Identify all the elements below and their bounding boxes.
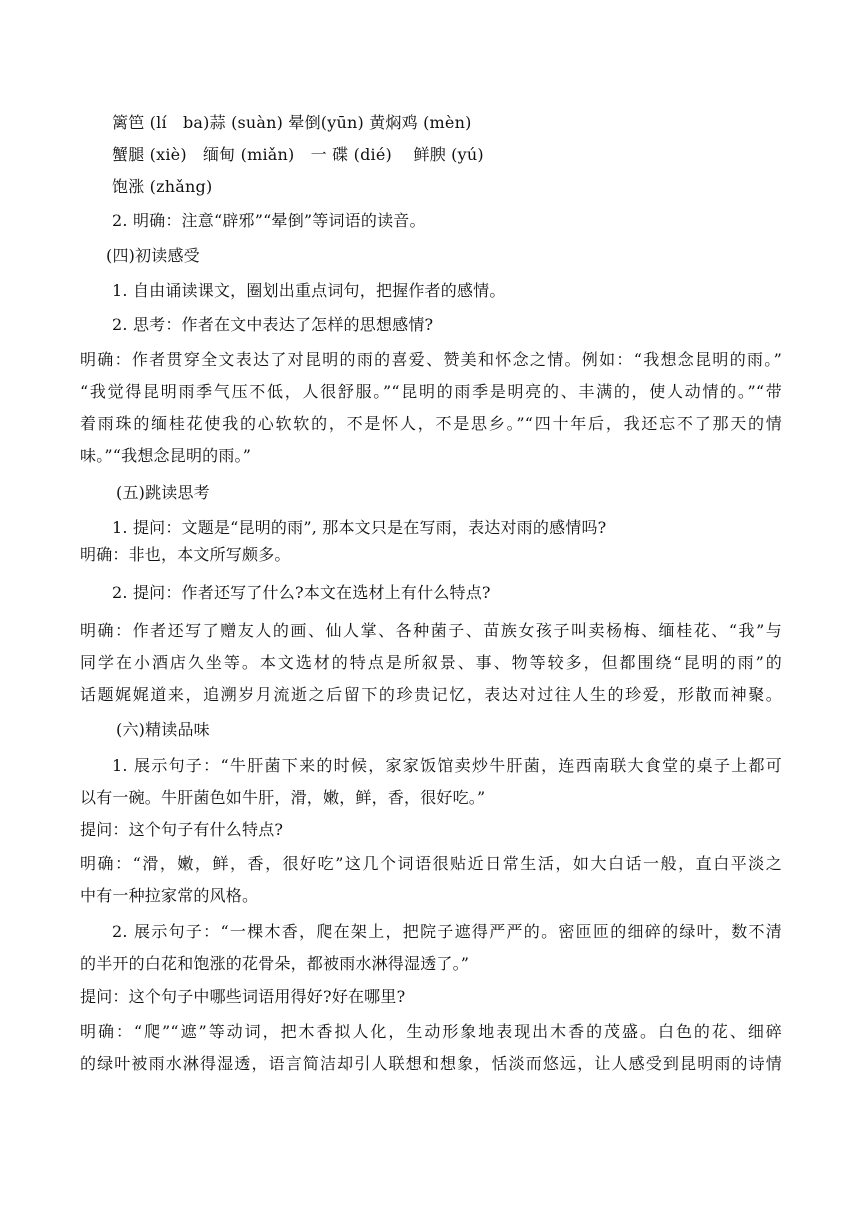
s5-answer-1: 明确：非也，本文所写颇多。: [80, 545, 291, 564]
s6-item-2-line-1: 2. 展示句子：“一棵木香，爬在架上，把院子遮得严严的。密匝匝的细碎的绿叶，数不清: [112, 922, 782, 941]
vocab-line-3: 饱涨 (zhǎng): [112, 177, 213, 196]
s6-answer-1-line-1: 明确：“滑，嫩，鲜，香，很好吃”这几个词语很贴近日常生活，如大白话一般，直白平淡之: [80, 854, 782, 873]
section-heading-6: (六)精读品味: [116, 720, 210, 739]
s5-question-2: 2. 提问：作者还写了什么?本文在选材上有什么特点?: [112, 583, 491, 602]
s4-answer-line-2: “我觉得昆明雨季气压不低，人很舒服。”“昆明的雨季是明亮的、丰满的，使人动情的。”“带: [80, 382, 782, 401]
s4-item-2: 2. 思考：作者在文中表达了怎样的思想感情?: [112, 315, 434, 334]
vocab-line-2: 蟹腿 (xiè) 缅甸 (miǎn) 一 碟 (dié) 鲜腴 (yú): [112, 145, 484, 164]
s6-answer-1-line-2: 中有一种拉家常的风格。: [80, 886, 259, 905]
s4-answer-line-3: 着雨珠的缅桂花使我的心软软的，不是怀人，不是思乡。”“四十年后，我还忘不了那天的情: [80, 414, 782, 433]
section-heading-4: (四)初读感受: [106, 246, 200, 265]
s6-item-2-line-2: 的半开的白花和饱涨的花骨朵，都被雨水淋得湿透了。”: [80, 954, 470, 973]
vocab-line-1: 篱笆 (lí ba)蒜 (suàn) 晕倒(yūn) 黄焖鸡 (mèn): [112, 113, 472, 132]
s6-answer-2-line-2: 的绿叶被雨水淋得湿透，语言简洁却引人联想和想象，恬淡而悠远，让人感受到昆明雨的诗情: [80, 1054, 782, 1073]
s5-answer-2-line-2: 同学在小酒店久坐等。本文选材的特点是所叙景、事、物等较多，但都围绕“昆明的雨”的: [80, 653, 782, 672]
s6-question-2: 提问：这个句子中哪些词语用得好?好在哪里?: [80, 987, 406, 1006]
section-heading-5: (五)跳读思考: [116, 483, 210, 502]
reading-note: 2. 明确：注意“辟邪”“晕倒”等词语的读音。: [112, 211, 426, 230]
s4-answer-line-1: 明确：作者贯穿全文表达了对昆明的雨的喜爱、赞美和怀念之情。例如：“我想念昆明的雨。”: [80, 350, 782, 369]
s5-answer-2-line-3: 话题娓娓道来，追溯岁月流逝之后留下的珍贵记忆，表达对过往人生的珍爱，形散而神聚。: [80, 685, 782, 704]
s6-item-1-line-2: 以有一碗。牛肝菌色如牛肝，滑，嫩，鲜，香，很好吃。”: [80, 788, 486, 807]
s6-question-1: 提问：这个句子有什么特点?: [80, 820, 284, 839]
s6-item-1-line-1: 1. 展示句子：“牛肝菌下来的时候，家家饭馆卖炒牛肝菌，连西南联大食堂的桌子上都可: [112, 756, 782, 775]
s6-answer-2-line-1: 明确：“爬”“遮”等动词，把木香拟人化，生动形象地表现出木香的茂盛。白色的花、细碎: [80, 1022, 782, 1041]
s4-answer-line-4: 味。”“我想念昆明的雨。”: [80, 446, 252, 465]
s5-question-1: 1. 提问：文题是“昆明的雨”, 那本文只是在写雨，表达对雨的感情吗?: [112, 518, 607, 537]
s4-item-1: 1. 自由诵读课文，圈划出重点词句，把握作者的感情。: [112, 281, 506, 300]
s5-answer-2-line-1: 明确：作者还写了赠友人的画、仙人掌、各种菌子、苗族女孩子叫卖杨梅、缅桂花、“我”与: [80, 621, 782, 640]
